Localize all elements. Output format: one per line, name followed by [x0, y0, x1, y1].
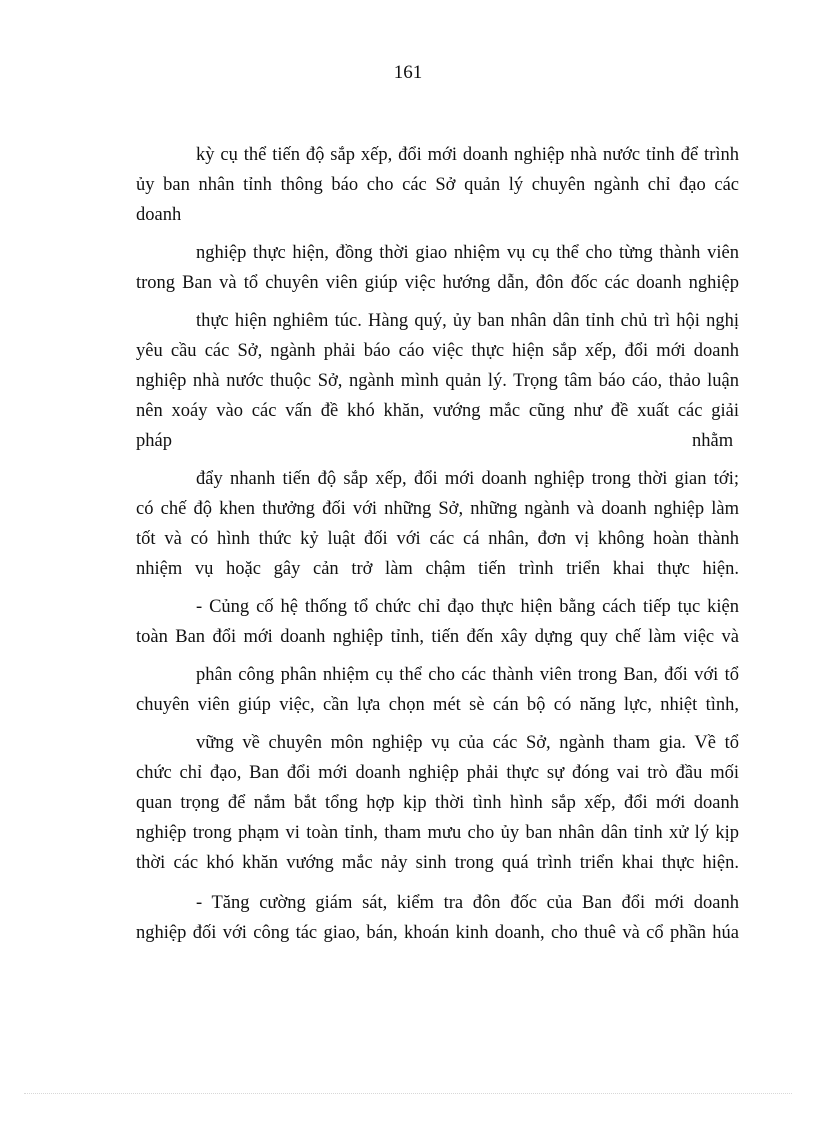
- text-line: nghiệp thực hiện, đồng thời giao nhiệm vụ cụ thể cho từng thành viên: [196, 243, 739, 263]
- text-line: nhiệm vụ hoặc gây cản trở làm chậm tiến trình triển khai thực hiện.: [136, 559, 739, 579]
- text-line: - Tăng cường giám sát, kiểm tra đôn đốc của Ban đổi mới doanh: [196, 893, 739, 913]
- page-bottom-divider: [24, 1093, 792, 1094]
- text-line: nghiệp trong phạm vi toàn tỉnh, tham mưu cho ủy ban nhân dân tỉnh xử lý kịp: [136, 823, 739, 843]
- text-line: chức chỉ đạo, Ban đổi mới doanh nghiệp phải thực sự đóng vai trò đầu mối: [136, 763, 739, 783]
- text-line: quan trọng để nắm bắt tổng hợp kịp thời tình hình sắp xếp, đổi mới doanh: [136, 793, 739, 813]
- page-number: 161: [393, 62, 423, 83]
- text-line: phân công phân nhiệm cụ thể cho các thành viên trong Ban, đối với tổ: [196, 665, 739, 685]
- text-line: trong Ban và tổ chuyên viên giúp việc hướng dẫn, đôn đốc các doanh nghiệp: [136, 273, 739, 293]
- text-line: vững về chuyên môn nghiệp vụ của các Sở, ngành tham gia. Về tổ: [196, 733, 739, 753]
- text-line: ủy ban nhân tỉnh thông báo cho các Sở quản lý chuyên ngành chỉ đạo các: [136, 175, 739, 195]
- text-line: pháp: [136, 431, 172, 451]
- text-line: đẩy nhanh tiến độ sắp xếp, đổi mới doanh nghiệp trong thời gian tới;: [196, 469, 739, 489]
- text-line: doanh: [136, 205, 182, 225]
- text-line: chuyên viên giúp việc, cần lựa chọn mét sè cán bộ có năng lực, nhiệt tình,: [136, 695, 739, 715]
- text-line: tốt và có hình thức kỷ luật đối với các cá nhân, đơn vị không hoàn thành: [136, 529, 739, 549]
- text-line: nhằm: [692, 431, 734, 451]
- text-line: kỳ cụ thể tiến độ sắp xếp, đổi mới doanh nghiệp nhà nước tỉnh để trình: [196, 145, 739, 165]
- text-line: thực hiện nghiêm túc. Hàng quý, ủy ban nhân dân tỉnh chủ trì hội nghị: [196, 311, 739, 331]
- text-line: - Củng cố hệ thống tổ chức chỉ đạo thực hiện bằng cách tiếp tục kiện: [196, 597, 739, 617]
- text-line: nên xoáy vào các vấn đề khó khăn, vướng mắc cũng như đề xuất các giải: [136, 401, 739, 421]
- text-line: có chế độ khen thưởng đối với những Sở, những ngành và doanh nghiệp làm: [136, 499, 739, 519]
- text-line: nghiệp nhà nước thuộc Sở, ngành mình quản lý. Trọng tâm báo cáo, thảo luận: [136, 371, 739, 391]
- text-line: thời các khó khăn vướng mắc nảy sinh trong quá trình triển khai thực hiện.: [136, 853, 739, 873]
- text-line: toàn Ban đổi mới doanh nghiệp tỉnh, tiến đến xây dựng quy chế làm việc và: [136, 627, 739, 647]
- text-line: nghiệp đối với công tác giao, bán, khoán kinh doanh, cho thuê và cổ phần húa: [136, 923, 739, 943]
- text-line: yêu cầu các Sở, ngành phải báo cáo việc thực hiện sắp xếp, đổi mới doanh: [136, 341, 739, 361]
